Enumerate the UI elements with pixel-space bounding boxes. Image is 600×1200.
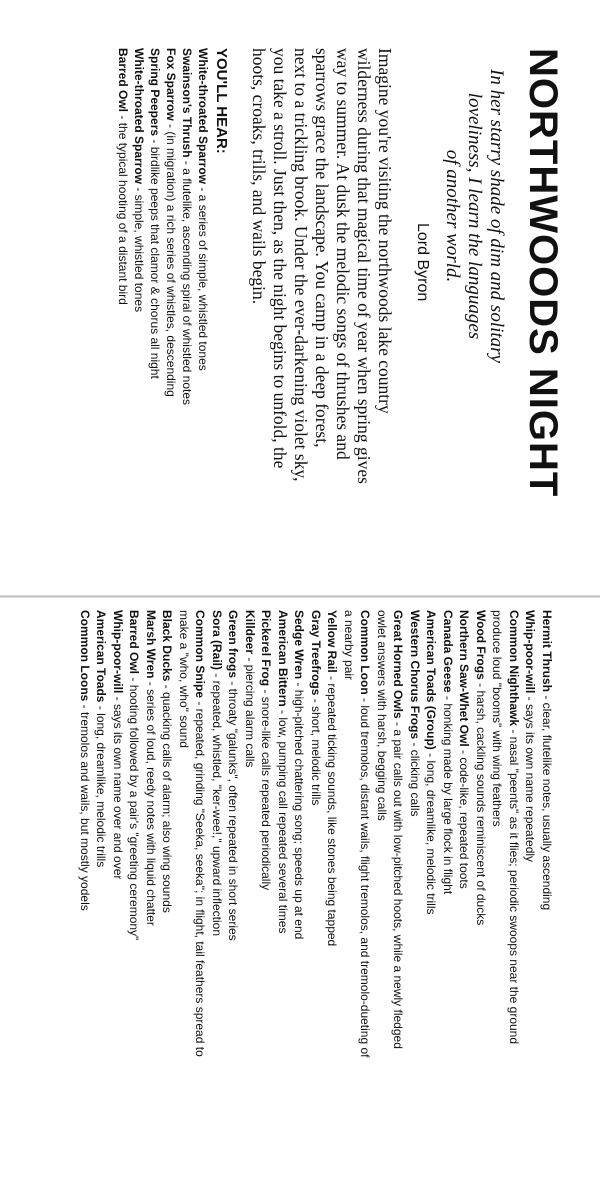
- species-name: Spring Peepers: [148, 48, 162, 137]
- epigraph-quote: [441, 66, 507, 568]
- list-item: [390, 610, 407, 1190]
- list-item: [209, 610, 226, 1190]
- species-desc: - repeated, grinding "Seeka, seeka"; in flight, tail feathers spread to: [193, 698, 208, 1057]
- species-name: Killdeer: [243, 610, 257, 655]
- list-item: [341, 610, 358, 1190]
- species-name: Great Horned Owls: [391, 610, 406, 719]
- species-desc: - clear, flutelike notes, usually ascending: [540, 692, 554, 911]
- species-name: Pickerel Frog: [259, 610, 274, 687]
- list-item: [506, 610, 523, 1190]
- species-desc: - honking made by large flock in flight: [441, 692, 455, 895]
- intro-line: sparrows grace the landscape. You camp in a deep forest,: [312, 48, 332, 448]
- species-name: Barred Owl: [127, 610, 142, 675]
- quote-line: In her starry shade of dim and solitary: [486, 69, 507, 363]
- sound-list: [115, 48, 211, 568]
- species-desc: produce loud "booms" with wing feathers: [490, 610, 505, 827]
- species-desc: - repeated ticking sounds, like stones being tapped: [325, 672, 340, 947]
- species-desc: - code-like, repeated toots: [457, 746, 472, 889]
- list-item: [291, 610, 308, 1190]
- species-name: Whip-poor-will: [111, 610, 125, 694]
- intro-line: way to summer. At dusk the melodic songs of thrushes and: [333, 48, 353, 460]
- list-item: [110, 610, 127, 1190]
- species-desc: - says its own name over and over: [111, 693, 125, 880]
- list-item: [423, 610, 440, 1190]
- species-desc: - piercing alarm calls: [243, 654, 257, 768]
- species-name: Sora (Rail): [210, 610, 224, 671]
- list-item: [522, 610, 539, 1190]
- species-desc: - a flutelike, ascending spiral of whistled notes: [180, 157, 194, 406]
- list-item: [192, 610, 209, 1190]
- list-item: [179, 48, 195, 568]
- top-panel-content: [40, 48, 565, 568]
- list-item: [324, 610, 341, 1190]
- quote-line: of another world.: [442, 149, 463, 283]
- species-name: Sedge Wren: [292, 610, 307, 680]
- list-item: [195, 48, 211, 568]
- list-item: [440, 610, 457, 1190]
- species-name: American Toads: [94, 610, 109, 703]
- list-item: [159, 610, 176, 1190]
- sound-list: [77, 610, 556, 1190]
- species-desc: - tremolos and wails, but mostly yodels: [78, 701, 92, 911]
- list-item: [225, 610, 242, 1190]
- species-desc: - simple, whistled tones: [132, 184, 146, 313]
- species-name: American Toads (Group): [424, 610, 439, 750]
- list-item: [275, 610, 292, 1190]
- list-item: [489, 610, 506, 1190]
- species-desc: - clicking calls: [408, 739, 422, 817]
- species-name: Whip-poor-will: [523, 610, 538, 694]
- bottom-panel: [0, 598, 600, 1200]
- species-desc: - a pair calls out with low-pitched hoots, while a newly fledged: [391, 718, 406, 1049]
- species-name: Western Chorus Frogs: [408, 610, 422, 740]
- species-desc: make a "who, who" sound: [177, 610, 191, 748]
- species-name: Fox Sparrow: [164, 48, 178, 121]
- species-name: Black Ducks: [160, 610, 175, 682]
- species-desc: - says its own name repeatedly: [523, 693, 538, 863]
- species-name: Wood Frogs: [474, 610, 488, 680]
- species-name: White-throated Sparrow: [132, 48, 146, 185]
- species-name: Green frogs: [226, 610, 241, 679]
- quote-author: Lord Byron: [414, 223, 431, 302]
- list-item: [539, 610, 556, 1190]
- quote-line: loveliness, I learn the languages: [464, 92, 485, 340]
- list-item: [473, 610, 490, 1190]
- list-item: [115, 48, 131, 568]
- intro-paragraph: [248, 48, 395, 568]
- list-item: [242, 610, 259, 1190]
- species-name: Canada Geese: [441, 610, 455, 693]
- list-item: [374, 610, 391, 1190]
- species-desc: a nearby pair: [342, 610, 356, 681]
- list-item: [77, 610, 94, 1190]
- list-item: [147, 48, 163, 568]
- species-desc: - nasal "peents" as it flies; periodic swoops near the ground: [507, 726, 521, 1045]
- species-desc: - low, pumping call repeated several times: [276, 706, 290, 934]
- list-item: [308, 610, 325, 1190]
- intro-line: Imagine you're visiting the northwoods lake country: [375, 48, 395, 414]
- species-desc: - long, dreamlike, melodic trills: [94, 702, 109, 868]
- species-desc: - throaty "galunks", often repeated in short series: [226, 678, 241, 941]
- species-desc: - harsh, cackling sounds reminiscent of ducks: [474, 679, 488, 926]
- species-desc: - series of loud, reedy notes with liquid chatter: [144, 678, 158, 926]
- bottom-panel-content: [30, 610, 555, 1190]
- list-item: [357, 610, 374, 1190]
- species-name: Swainson's Thrush: [180, 48, 194, 158]
- page-title: NORTHWOODS NIGHT: [521, 48, 565, 498]
- species-desc: - (in migration) a rich series of whistles, descending: [164, 120, 178, 397]
- intro-line: hoots, croaks, trills, and wails begin.: [249, 48, 269, 305]
- species-name: Common Nighthawk: [507, 610, 521, 726]
- species-desc: - hooting followed by a pair's "greeting ceremony": [127, 674, 142, 941]
- species-name: Yellow Rail: [325, 610, 340, 673]
- species-name: Northern Saw-Whet Owl: [457, 610, 472, 747]
- list-item: [163, 48, 179, 568]
- section-heading: YOU'LL HEAR:: [213, 48, 230, 154]
- species-desc: - repeated, whistled, "ker-wee!," upward inflection: [210, 670, 224, 936]
- list-item: [126, 610, 143, 1190]
- species-desc: - snore-like calls repeated periodically: [259, 686, 274, 891]
- species-desc: - quacking calls of alarm; also wing sounds: [160, 681, 175, 913]
- list-item: [456, 610, 473, 1190]
- list-item: [93, 610, 110, 1190]
- list-item: [407, 610, 424, 1190]
- species-name: White-throated Sparrow: [196, 48, 210, 185]
- list-item: [131, 48, 147, 568]
- species-name: Common Loon: [358, 610, 373, 695]
- list-item: [258, 610, 275, 1190]
- species-name: American Bittern: [276, 610, 290, 707]
- species-desc: - short, melodic trills: [309, 695, 323, 806]
- species-name: Barred Owl: [116, 48, 130, 113]
- list-item: [143, 610, 160, 1190]
- intro-line: next to a trickling brook. Under the ever-darkening violet sky,: [291, 48, 311, 482]
- species-name: Hermit Thrush: [540, 610, 554, 693]
- species-desc: - the typical hooting of a distant bird: [116, 112, 130, 305]
- top-panel: [0, 0, 600, 596]
- species-name: Gray Treefrogs: [309, 610, 323, 696]
- species-desc: - long, dreamlike, melodic trills: [424, 749, 439, 915]
- list-item: [176, 610, 193, 1190]
- species-desc: - birdlike peeps that clamor & chorus all night: [148, 136, 162, 379]
- species-desc: owlet answers with harsh, begging calls: [375, 610, 389, 821]
- species-name: Common Loons: [78, 610, 92, 702]
- species-desc: - loud tremolos, distant wails, flight tremolos, and tremolo-dueting of: [358, 694, 373, 1058]
- intro-line: you take a stroll. Just then, as the night begins to unfold, the: [270, 48, 290, 469]
- species-name: Marsh Wren: [144, 610, 158, 679]
- species-desc: - high-pitched chattering song; speeds up at end: [292, 679, 307, 940]
- species-desc: - a series of simple, whistled tones: [196, 184, 210, 371]
- species-name: Common Snipe: [193, 610, 208, 699]
- intro-line: wilderness during that magical time of year when spring gives: [354, 48, 374, 484]
